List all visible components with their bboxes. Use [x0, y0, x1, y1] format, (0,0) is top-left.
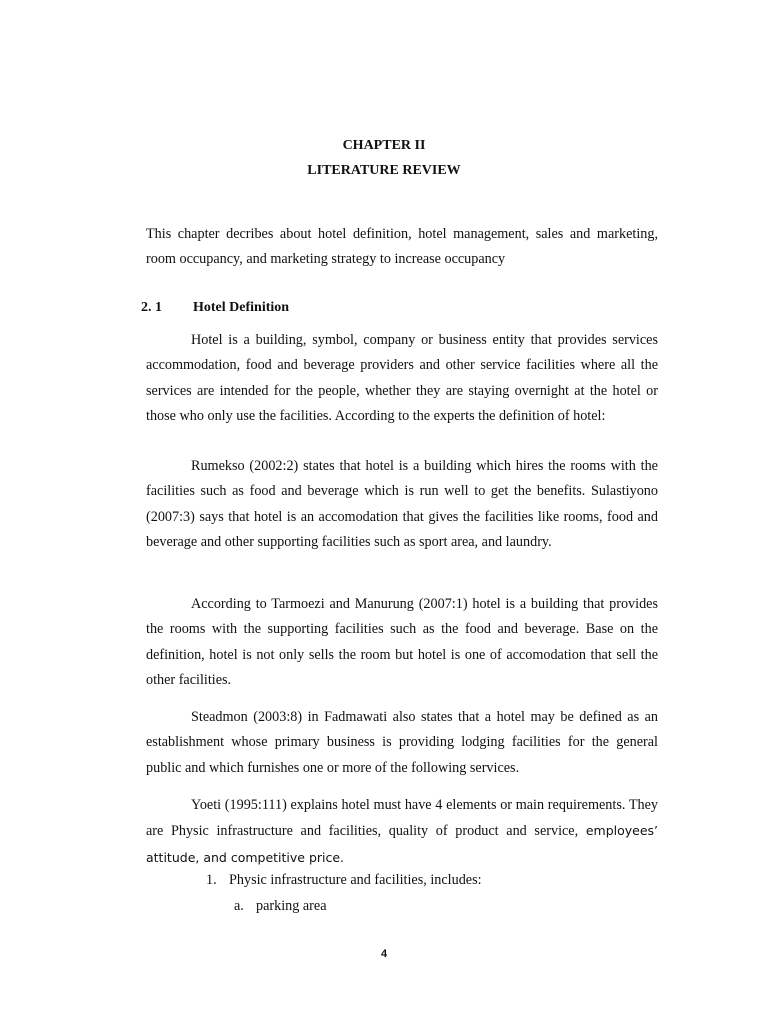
paragraph-yoeti-main: Yoeti (1995:111) explains hotel must have 4 elements or main requirements. They are Physic infrastructure and facilities, quality of product and service, [146, 797, 658, 840]
section-number: 2. 1 [141, 300, 162, 315]
intro-paragraph: This chapter decribes about hotel definition, hotel management, sales and marketing, room occupancy, and marketing strategy to increase occupancy [146, 226, 658, 268]
paragraph-yoeti-tail: employees’ attitude, and competitive price. [146, 823, 659, 865]
paragraph-yoeti [146, 793, 658, 871]
paragraph-steadmon: Steadmon (2003:8) in Fadmawati also states that a hotel may be defined as an establishment whose primary business is providing lodging facilities for the general public and which furnishes one or more of the following services. [146, 709, 658, 776]
list-item-1-marker: 1. [206, 872, 217, 888]
list-item-a-marker: a. [234, 898, 244, 914]
chapter-number: CHAPTER II [342, 138, 426, 153]
paragraph-tarmoezi: According to Tarmoezi and Manurung (2007:1) hotel is a building that provides the rooms with the supporting facilities such as the food and beverage. Base on the definition, hotel is not only sells the room but hotel is one of accomodation that sell the other facilities. [146, 596, 658, 688]
list-item-1-text: Physic infrastructure and facilities, includes: [229, 872, 482, 888]
chapter-title: LITERATURE REVIEW [307, 163, 461, 178]
page-number: 4 [380, 948, 388, 960]
paragraph-hotel-definition: Hotel is a building, symbol, company or business entity that provides services accommodation, food and beverage providers and other service facilities where all the services are intended for the people, whether they are staying overnight at the hotel or those who only use the facilities. According to the experts the definition of hotel: [146, 332, 658, 424]
list-item-a-text: parking area [256, 898, 327, 914]
section-title: Hotel Definition [193, 300, 290, 315]
paragraph-rumekso: Rumekso (2002:2) states that hotel is a building which hires the rooms with the facilities such as food and beverage which is run well to get the benefits. Sulastiyono (2007:3) says that hotel is an accomodation that gives the facilities like rooms, food and beverage and other supporting facilities such as sport area, and laundry. [146, 458, 658, 550]
